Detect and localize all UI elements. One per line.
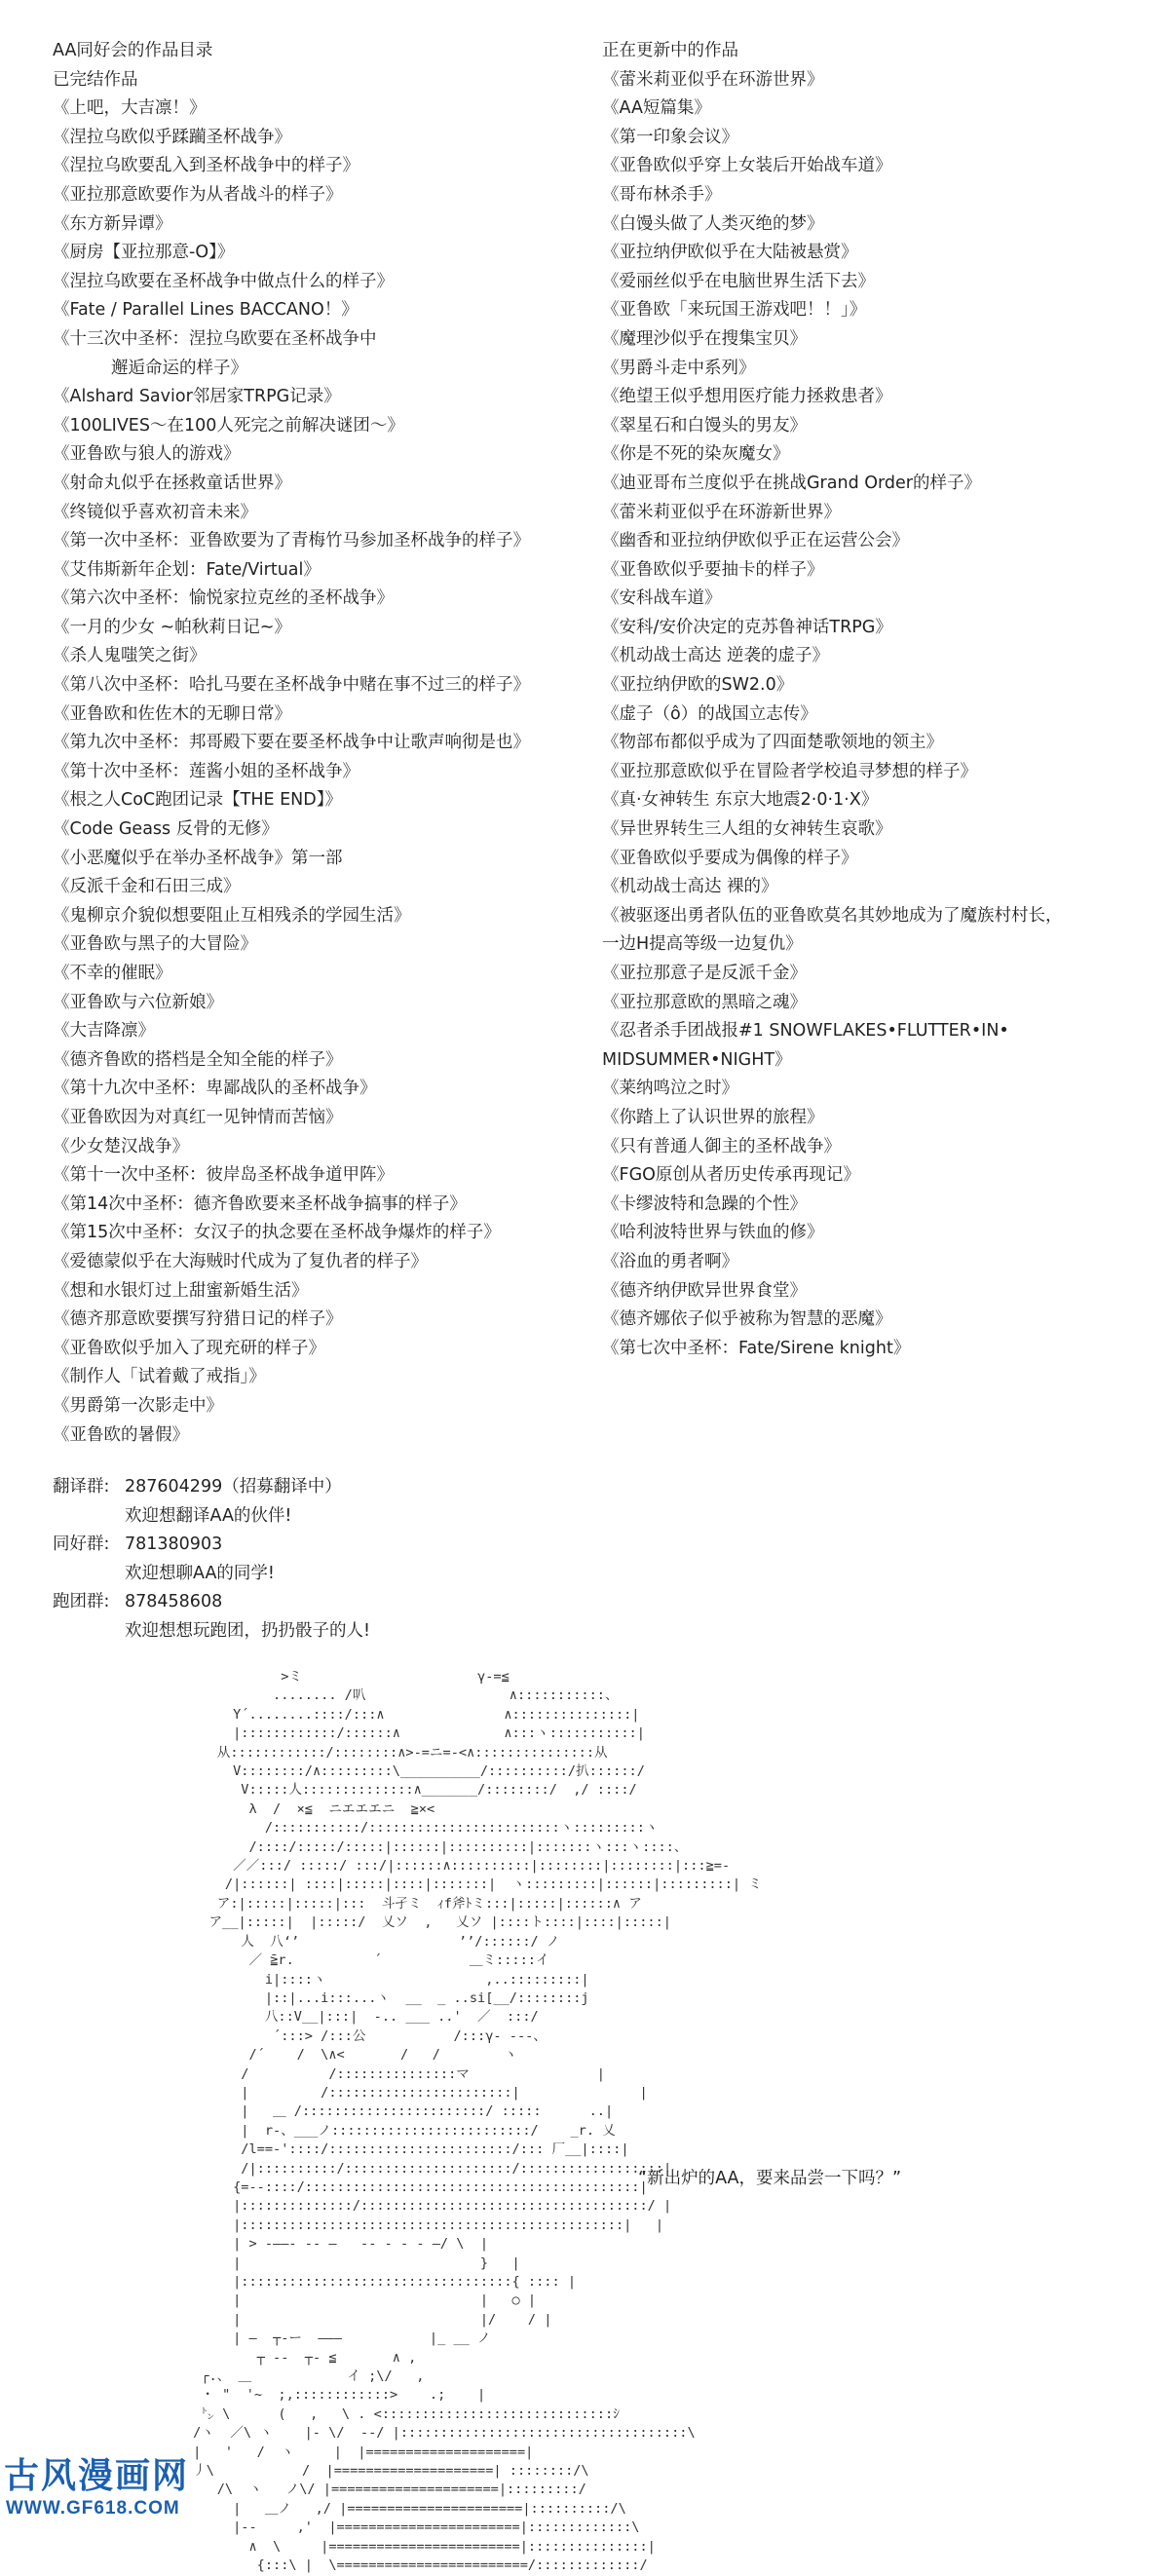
work-title-item: 《少女楚汉战争》 <box>53 1136 189 1156</box>
work-title-item: 《根之人CoC跑团记录【THE END】》 <box>53 790 342 811</box>
work-title-item: 《迪亚哥布兰度似乎在挑战Grand Order的样子》 <box>602 473 981 493</box>
work-title-item: 《第15次中圣杯：女汉子的执念要在圣杯战争爆炸的样子》 <box>53 1223 501 1243</box>
contact-label: 翻译群: <box>53 1477 110 1496</box>
work-title-item: 《亚鲁欧与狼人的游戏》 <box>53 444 241 465</box>
work-title-item: 《第十九次中圣杯：卑鄙战队的圣杯战争》 <box>53 1079 377 1099</box>
work-title-item: 《制作人「试着戴了戒指」》 <box>53 1367 266 1387</box>
contact-label: 跑团群: <box>53 1592 110 1612</box>
work-title-item: 《只有普通人御主的圣杯战争》 <box>602 1136 841 1156</box>
work-title-item: 《第一印象会议》 <box>602 127 738 147</box>
work-title-item: 《杀人鬼嗤笑之街》 <box>53 646 207 666</box>
work-title-item: 《亚拉纳伊欧的SW2.0》 <box>602 675 794 696</box>
work-title-item: 《亚鲁欧和佐佐木的无聊日常》 <box>53 703 291 724</box>
work-title-item: 《涅拉乌欧要乱入到圣杯战争中的样子》 <box>53 156 359 176</box>
work-title-item: 《Alshard Savior邻居家TRPG记录》 <box>53 387 341 407</box>
work-title-item: 《第七次中圣杯：Fate/Sirene knight》 <box>602 1338 911 1358</box>
work-title-item: 《涅拉乌欧要在圣杯战争中做点什么的样子》 <box>53 271 394 291</box>
work-title-item: 《亚拉那意欧的黑暗之魂》 <box>602 992 807 1012</box>
contact-number: 781380903 <box>125 1534 223 1555</box>
site-watermark <box>0 2455 195 2531</box>
work-title-item: 《绝望王似乎想用医疗能力拯救患者》 <box>602 387 892 407</box>
contact-row-trpg <box>53 1588 370 1617</box>
work-title-item: 《男爵第一次影走中》 <box>53 1395 223 1416</box>
work-title-item: 《虚子（ô）的战国立志传》 <box>602 703 817 724</box>
work-title-item: 《第十一次中圣杯：彼岸岛圣杯战争道甲阵》 <box>53 1165 394 1186</box>
work-title-item: 《鬼柳京介貌似想要阻止互相残杀的学园生活》 <box>53 905 411 926</box>
work-title-item: 《小恶魔似乎在举办圣杯战争》第一部 <box>53 848 343 868</box>
work-title-item: 《德齐那意欧要撰写狩猎日记的样子》 <box>53 1309 343 1330</box>
work-title-item: 《第一次中圣杯：亚鲁欧要为了青梅竹马参加圣杯战争的样子》 <box>53 531 530 551</box>
work-title-item: 《亚鲁欧「来玩国王游戏吧！！」》 <box>602 300 867 321</box>
work-title-item: 《莱纳鸣泣之时》 <box>602 1079 738 1099</box>
work-title-item: 《物部布都似乎成为了四面楚歌领地的领主》 <box>602 733 943 753</box>
work-title-item: 《安科战车道》 <box>602 588 722 609</box>
ascii-art-character-illustration: >ミ γ-=≦ ........ /叭 ∧:::::::::::、 Y´........::::/:::∧ ∧:::::::::::::::| |::::::::::::/::::::∧ ∧:::ヽ:::::::::::| 从::::::::::::/::::::::∧>-=ニ=-<∧:::::::::::::::从 V::::::::/∧:::::::::\__________/::::::::::/扒::::::/ V:::::人::::::::::::::∧_______/::::::::/ ,/ ::::/ λ / ×≦ ニエエエニ ≧×< /:::::::::::/::::::::::::::::::::::::ヽ:::::::::ヽ /::::/:::::/:::::|::::::|::::::::::|:::::::ヽ:::ヽ::::、 ／／:::/ :::::/ :::/|::::::∧::::::::::|::::::::|::::::::|:::≧=- /|::::::| ::::|:::::|::::|:::::::| ヽ:::::::::|::::::|:::::::::| ミ ア:|:::::|:::::|::: 斗孑ミ ｨf斧ﾄミ:::|:::::|::::::∧ ア ア__|:::::| |:::::/ 乂ソ , 乂ソ |::::ト::::|::::|:::::| 人 八‘’ ’’/::::::/ ノ ／ ̄≧r. ´ ＿ミ:::::イ i|::::ヽ ,..:::::::::| |::|...i:::...ヽ __ _ ..si[__/::::::::j 八::V__|:::| ‐.. ___ ..' ／ :::/ ´:::> /:::公 /:::γ‐ ‐‐‐、 /´ / \∧< / / ヽ / /:::::::::::::::マ | | /:::::::::::::::::::::::| | | ＿ /:::::::::::::::::::::::/ ::::: ..| | r‐、___ノ:::::::::::::::::::::::::/ _r. 乂 /l==-'::::/:::::::::::::::::::::::/::: 厂__|::::| /|::::::::::/:::::::::::::::::::::/::::::::::::::::::| {=--::::/::::::::::::::::::::::::::::::::::::::::::| |::::::::::::::/::::::::::::::::::::::::::::::::::::/ | |::::::::::::::::::::::::::::::::::::::::::::::::| | | > -――- -- ― -- - - - ―/ \ | | } | |::::::::::::::::::::::::::::::::::{ :::: | | | ○ | | |/ / | | ― ┬‐ー ――― |_ __ ノ ┬ ‐‐ ┬‐ ≦ ∧ , ┌.、 ＿ イ ;\/ , ・ " '~ ;,::::::::::::> .; | ㌧ \ ( , \ . <:::::::::::::::::::::::::::::ｼ /ヽ ／\ ヽ |‐ \/ ‐‐/ |::::::::::::::::::::::::::::::::::::\ | ' / ヽ | |====================| 丿\ / |====================| ::::::::/\ /\ ヽ ノ\/ |=====================|:::::::::/ | ＿ノ ,/ |======================|::::::::::/\ |‐‐ ,' |=======================|:::::::::::::\ ∧ \ |========================|:::::::::::::::| {:::\ | \========================/:::::::::::::/ <box>193 1669 762 2574</box>
work-title-item: 《蕾米莉亚似乎在环游世界》 <box>602 69 824 90</box>
work-title-item: 《一月的少女 ~帕秋莉日记~》 <box>53 617 291 637</box>
work-title-item: 《Code Geass 反骨的无修》 <box>53 819 279 840</box>
work-title-item: 《浴血的勇者啊》 <box>602 1251 738 1271</box>
ongoing-heading: 正在更新中的作品 <box>602 41 738 60</box>
work-title-item: 《亚鲁欧与六位新娘》 <box>53 992 223 1012</box>
work-title-item: 《忍者杀手团战报#1 SNOWFLAKES•FLUTTER•IN• <box>602 1021 1009 1042</box>
work-title-item: 《第六次中圣杯：愉悦家拉克丝的圣杯战争》 <box>53 588 394 609</box>
group-contacts <box>53 1473 370 1647</box>
work-title-item: 《机动战士高达 裸的》 <box>602 877 778 897</box>
work-title-item: 《厨房【亚拉那意-O】》 <box>53 243 235 263</box>
contact-label: 同好群: <box>53 1534 110 1555</box>
work-title-item: 《德齐娜依子似乎被称为智慧的恶魔》 <box>602 1309 892 1330</box>
contact-note: 欢迎想翻译AA的伙伴! <box>125 1505 292 1526</box>
work-title-item: 《涅拉乌欧似乎蹂躏圣杯战争》 <box>53 127 291 147</box>
work-title-item: 《第十次中圣杯：莲酱小姐的圣杯战争》 <box>53 761 359 781</box>
work-title-item: 《亚鲁欧因为对真红一见钟情而苦恼》 <box>53 1107 343 1127</box>
ongoing-works-list <box>602 66 1148 1364</box>
completed-heading: 已完结作品 <box>53 69 138 90</box>
contact-note: 欢迎想聊AA的同学! <box>125 1563 275 1583</box>
work-title-item: 《亚鲁欧的暑假》 <box>53 1424 189 1445</box>
work-title-item: 《机动战士高达 逆袭的虚子》 <box>602 646 830 666</box>
work-title-item: 《亚鲁欧似乎穿上女装后开始战车道》 <box>602 156 892 176</box>
completed-works-list <box>53 95 598 1450</box>
speech-quote: “新出炉的AA，要来品尝一下吗？” <box>638 2169 902 2188</box>
work-title-item: 《亚拉那意欧要作为从者战斗的样子》 <box>53 184 343 205</box>
work-title-item: 《魔理沙似乎在搜集宝贝》 <box>602 328 807 349</box>
work-title-item: 《安科/安价决定的克苏鲁神话TRPG》 <box>602 617 892 637</box>
work-title-item: 《第八次中圣杯：哈扎马要在圣杯战争中赌在事不过三的样子》 <box>53 675 530 696</box>
work-title-item: 《男爵斗走中系列》 <box>602 358 756 378</box>
watermark-title: 古风漫画网 <box>4 2456 190 2496</box>
work-title-item: 《亚拉那意欧似乎在冒险者学校追寻梦想的样子》 <box>602 761 977 781</box>
work-title-item: 《艾伟斯新年企划：Fate/Virtual》 <box>53 559 321 580</box>
work-title-item: 《异世界转生三人组的女神转生哀歌》 <box>602 819 892 840</box>
work-title-item: 《哈利波特世界与铁血的修》 <box>602 1223 824 1243</box>
work-title-item: 《德齐纳伊欧异世界食堂》 <box>602 1280 807 1301</box>
work-title-item: 《Fate / Parallel Lines BACCANO！》 <box>53 300 359 321</box>
watermark-url: WWW.GF618.COM <box>6 2498 180 2519</box>
work-title-item: 《被驱逐出勇者队伍的亚鲁欧莫名其妙地成为了魔族村村长， <box>602 905 1063 926</box>
completed-works-column <box>53 37 598 1450</box>
ongoing-works-column <box>602 37 1148 1363</box>
work-title-item: 《你是不死的染灰魔女》 <box>602 444 790 465</box>
work-title-item: 《亚鲁欧似乎要成为偶像的样子》 <box>602 848 858 868</box>
catalog-heading: AA同好会的作品目录 <box>53 41 213 60</box>
work-title-item: 《十三次中圣杯：涅拉乌欧要在圣杯战争中 <box>53 328 377 349</box>
work-title-item: 《哥布林杀手》 <box>602 184 722 205</box>
work-title-item: 《大吉降凛》 <box>53 1021 155 1042</box>
work-title-item: 邂逅命运的样子》 <box>111 358 247 378</box>
contact-number: 878458608 <box>125 1592 223 1612</box>
work-title-item: 《亚鲁欧与黑子的大冒险》 <box>53 934 257 955</box>
work-title-item: 《反派千金和石田三成》 <box>53 877 241 897</box>
work-title-item: 《卡缪波特和急躁的个性》 <box>602 1193 807 1214</box>
work-title-item: 《东方新异谭》 <box>53 213 172 234</box>
work-title-item: 《爱丽丝似乎在电脑世界生活下去》 <box>602 271 875 291</box>
work-title-item: 《白馒头做了人类灭绝的梦》 <box>602 213 824 234</box>
work-title-item: 《亚拉那意子是反派千金》 <box>602 964 807 983</box>
work-title-item: 《爱德蒙似乎在大海贼时代成为了复仇者的样子》 <box>53 1251 428 1271</box>
work-title-item: 《蕾米莉亚似乎在环游新世界》 <box>602 502 841 522</box>
work-title-item: 《100LIVES～在100人死完之前解决谜团～》 <box>53 415 404 436</box>
work-title-item: 《AA短篇集》 <box>602 98 711 119</box>
work-title-item: 《亚鲁欧似乎要抽卡的样子》 <box>602 559 824 580</box>
work-title-item: 《第14次中圣杯：德齐鲁欧要来圣杯战争搞事的样子》 <box>53 1193 467 1214</box>
work-title-item: 《射命丸似乎在拯救童话世界》 <box>53 473 291 493</box>
contact-note: 欢迎想想玩跑团，扔扔骰子的人! <box>125 1620 371 1641</box>
work-title-item: 《你踏上了认识世界的旅程》 <box>602 1107 824 1127</box>
work-title-item: 《德齐鲁欧的搭档是全知全能的样子》 <box>53 1049 343 1070</box>
work-title-item: 一边H提高等级一边复仇》 <box>602 934 803 955</box>
contact-row-translation <box>53 1473 370 1502</box>
work-title-item: 《上吧，大吉凛！》 <box>53 98 207 119</box>
work-title-item: 《真·女神转生 东京大地震2·0·1·X》 <box>602 790 879 811</box>
work-title-item: 《翠星石和白馒头的男友》 <box>602 415 807 436</box>
work-title-item: 《终镜似乎喜欢初音未来》 <box>53 502 257 522</box>
work-title-item: 《不幸的催眠》 <box>53 964 172 983</box>
work-title-item: MIDSUMMER•NIGHT》 <box>602 1049 792 1070</box>
work-title-item: 《幽香和亚拉纳伊欧似乎正在运营公会》 <box>602 531 909 551</box>
work-title-item: 《亚鲁欧似乎加入了现充研的样子》 <box>53 1338 325 1358</box>
work-title-item: 《想和水银灯过上甜蜜新婚生活》 <box>53 1280 309 1301</box>
contact-row-fan <box>53 1531 370 1560</box>
contact-number: 287604299（招募翻译中） <box>125 1477 342 1496</box>
work-title-item: 《亚拉纳伊欧似乎在大陆被悬赏》 <box>602 243 858 263</box>
work-title-item: 《FGO原创从者历史传承再现记》 <box>602 1165 860 1186</box>
work-title-item: 《第九次中圣杯：邦哥殿下要在要圣杯战争中让歌声响彻是也》 <box>53 733 530 753</box>
